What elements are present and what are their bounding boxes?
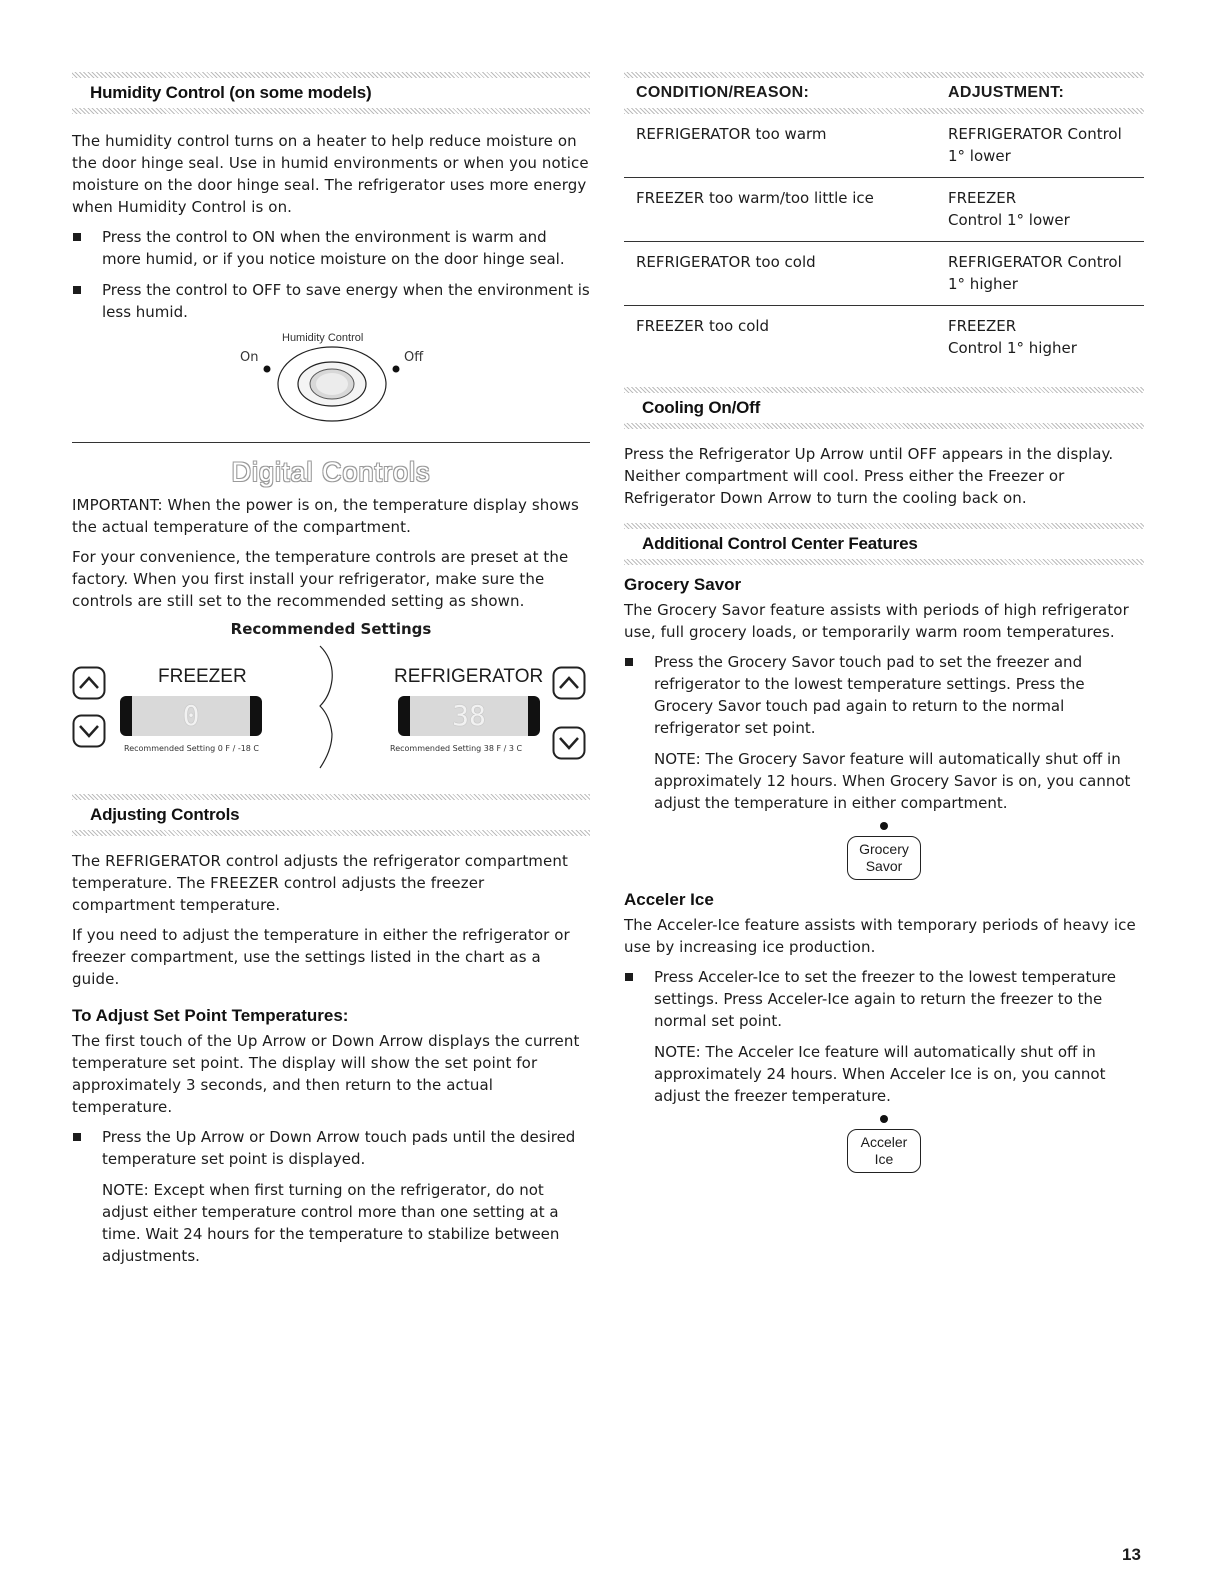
- button-label: Grocery: [859, 841, 909, 857]
- refrigerator-display: [398, 696, 540, 736]
- right-column: [624, 0, 1144, 1173]
- acceler-ice-text: The Acceler-Ice feature assists with temporary periods of heavy ice use by increasing ice production.: [624, 916, 1136, 956]
- adjustment-line: 1° higher: [948, 275, 1018, 293]
- table-header-adjustment: ADJUSTMENT:: [948, 84, 1065, 101]
- condition-cell: FREEZER too warm/too little ice: [624, 178, 936, 242]
- grocery-savor-title: Grocery Savor: [624, 575, 742, 594]
- humidity-on-label: On: [240, 350, 259, 365]
- freezer-label: FREEZER: [158, 666, 247, 687]
- humidity-title: Humidity Control (on some models): [90, 83, 372, 102]
- adjustment-cell: [936, 242, 1144, 306]
- freezer-down-arrow-button[interactable]: [72, 714, 106, 748]
- table-row: [624, 306, 1144, 370]
- indicator-light-icon: [880, 1115, 888, 1123]
- setpoint-text: The first touch of the Up Arrow or Down Arrow displays the current temperature set point. The display will show the set point for approximately 3 seconds, and then return to the actual temperature.: [72, 1032, 580, 1116]
- control-panel-diagram: [72, 644, 590, 770]
- condition-cell: REFRIGERATOR too warm: [624, 114, 936, 178]
- adjusting-p1: The REFRIGERATOR control adjusts the refrigerator compartment temperature. The FREEZER control adjusts the freezer compartment temperature.: [72, 852, 568, 914]
- adjustment-cell: [936, 178, 1144, 242]
- setpoint-bullet: Press the Up Arrow or Down Arrow touch pads until the desired temperature set point is displayed.: [72, 1126, 590, 1170]
- condition-cell: FREEZER too cold: [636, 317, 770, 335]
- freezer-up-arrow-button[interactable]: [72, 666, 106, 700]
- button-label: Savor: [865, 858, 903, 874]
- divider-line: [72, 442, 590, 443]
- adjustment-line: REFRIGERATOR Control: [948, 253, 1122, 271]
- table-row: [624, 114, 1144, 178]
- additional-title: Additional Control Center Features: [642, 534, 918, 553]
- table-row: [624, 242, 1144, 306]
- table-header-condition: CONDITION/REASON:: [636, 84, 810, 101]
- adjustment-line: 1° lower: [948, 147, 1011, 165]
- acceler-ice-title: Acceler Ice: [624, 890, 714, 909]
- acceler-ice-note: NOTE: The Acceler Ice feature will automatically shut off in approximately 24 hours. When Acceler Ice is on, you cannot adjust the freezer temperature.: [654, 1043, 1106, 1105]
- adjustment-line: Control 1° higher: [948, 339, 1077, 357]
- refrigerator-display-value: 38: [452, 699, 486, 732]
- condition-cell: REFRIGERATOR too cold: [624, 242, 936, 306]
- recommended-settings-label: Recommended Settings: [230, 620, 432, 638]
- freezer-display-value: 0: [182, 699, 200, 732]
- acceler-ice-graphic: [624, 1115, 1144, 1173]
- adjustment-cell: [936, 114, 1144, 178]
- humidity-bullet: Press the control to ON when the environment is warm and more humid, or if you notice moisture on the door hinge seal.: [72, 226, 590, 270]
- adjusting-p2: If you need to adjust the temperature in either the refrigerator or freezer compartment, use the settings listed in the chart as a guide.: [72, 926, 570, 988]
- cooling-text: Press the Refrigerator Up Arrow until OFF appears in the display. Neither compartment will cool. Press either the Freezer or Refrigerator Down Arrow to turn the cooling back on.: [624, 445, 1114, 507]
- humidity-off-label: Off: [404, 350, 424, 365]
- digital-convenience: For your convenience, the temperature controls are preset at the factory. When you first install your refrigerator, make sure the controls are still set to the recommended setting as shown.: [72, 548, 569, 610]
- grocery-savor-button[interactable]: [847, 836, 921, 880]
- table-row: [624, 178, 1144, 242]
- adjustment-line: FREEZER: [948, 317, 1017, 335]
- acceler-ice-button[interactable]: [847, 1129, 921, 1173]
- grocery-savor-bullet: Press the Grocery Savor touch pad to set the freezer and refrigerator to the lowest temperature settings. Press the Grocery Savor touch pad again to return to the normal refrigerator set point.: [624, 651, 1144, 739]
- humidity-bullet: Press the control to OFF to save energy when the environment is less humid.: [72, 279, 590, 323]
- page-number: 13: [1122, 1545, 1141, 1564]
- adjustment-cell: [936, 306, 1144, 370]
- freezer-recommended-setting: Recommended Setting 0 F / -18 C: [124, 744, 260, 753]
- grocery-savor-note: NOTE: The Grocery Savor feature will automatically shut off in approximately 12 hours. When Grocery Savor is on, you cannot adjust the temperature in either compartment.: [654, 750, 1131, 812]
- setpoint-note: NOTE: Except when first turning on the refrigerator, do not adjust either temperature control more than one setting at a time. Wait 24 hours for the temperature to stabilize between adjustments.: [102, 1181, 560, 1265]
- freezer-display: [120, 696, 262, 736]
- refrigerator-up-arrow-button[interactable]: [552, 666, 586, 700]
- adjusting-title: Adjusting Controls: [90, 805, 240, 824]
- digital-controls-title: Digital Controls: [231, 457, 431, 487]
- adjustment-line: Control 1° lower: [948, 211, 1070, 229]
- refrigerator-recommended-setting: Recommended Setting 38 F / 3 C: [390, 744, 523, 753]
- left-column: [72, 0, 590, 1275]
- brace-graphic: [310, 644, 350, 770]
- button-label: Acceler: [860, 1134, 908, 1150]
- adjustment-line: FREEZER: [948, 189, 1017, 207]
- adjustment-table: [624, 78, 1144, 369]
- refrigerator-down-arrow-button[interactable]: [552, 726, 586, 760]
- adjustment-line: REFRIGERATOR Control: [948, 125, 1122, 143]
- humidity-intro: The humidity control turns on a heater to help reduce moisture on the door hinge seal. Use in humid environments or when you notice moisture on the door hinge seal. The refrigerator uses more energy when Humidity Control is on.: [72, 132, 589, 216]
- setpoint-title: To Adjust Set Point Temperatures:: [72, 1006, 349, 1025]
- indicator-light-icon: [880, 822, 888, 830]
- humidity-diagram-label: Humidity Control: [282, 332, 364, 344]
- digital-important: IMPORTANT: When the power is on, the temperature display shows the actual temperature of the compartment.: [72, 496, 579, 536]
- humidity-control-diagram: [72, 332, 590, 436]
- humidity-switch-graphic[interactable]: [240, 342, 440, 432]
- button-label: Ice: [874, 1151, 894, 1167]
- acceler-ice-bullet: Press Acceler-Ice to set the freezer to the lowest temperature settings. Press Acceler-Ice again to return the freezer to the normal set point.: [624, 966, 1144, 1032]
- cooling-title: Cooling On/Off: [642, 398, 761, 417]
- refrigerator-label: REFRIGERATOR: [394, 666, 544, 687]
- grocery-savor-graphic: [624, 822, 1144, 880]
- grocery-savor-text: The Grocery Savor feature assists with periods of high refrigerator use, full grocery loads, or temporarily warm room temperatures.: [624, 601, 1129, 641]
